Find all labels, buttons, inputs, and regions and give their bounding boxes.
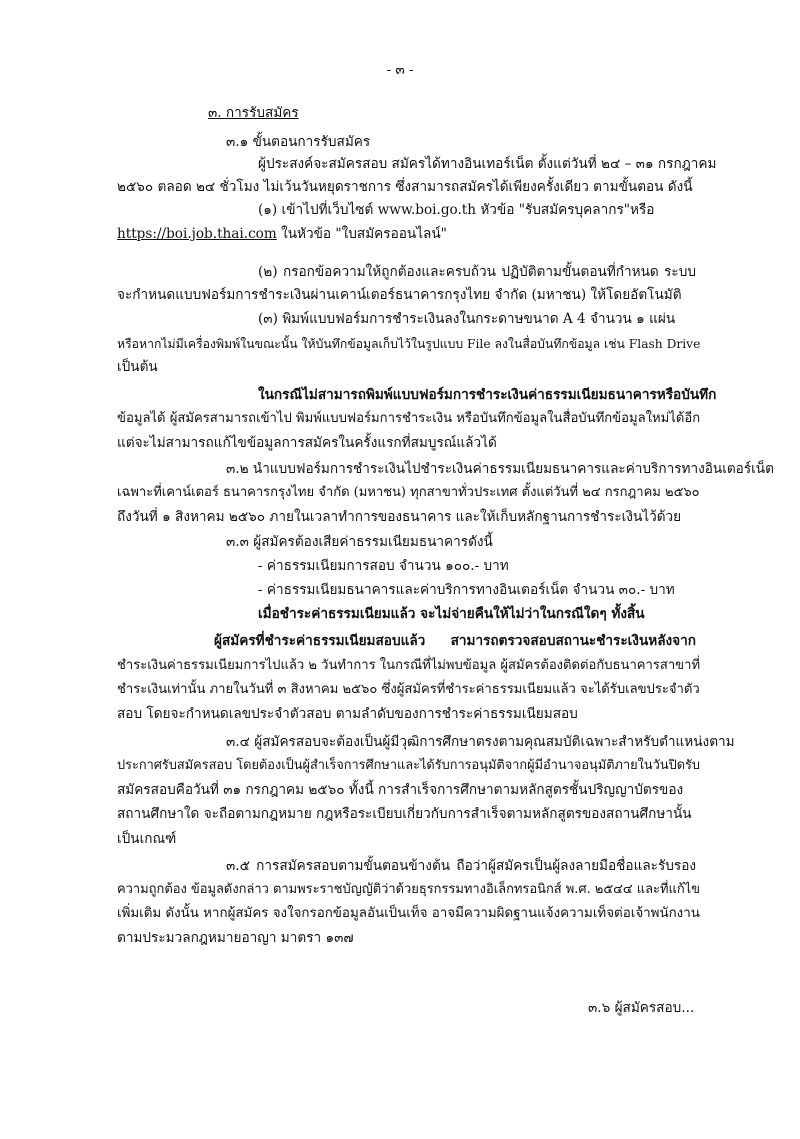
text-line: ๒๕๖๐ ตลอด ๒๔ ชั่วโมง ไม่เว้นวันหยุดราชการ ซึ่งสามารถสมัครได้เพียงครั้งเดียว ตามขั้นตอน ดังนี้ <box>117 179 693 195</box>
text-line: (๓) พิมพ์แบบฟอร์มการชำระเงินลงในกระดาษขนาด A 4 จำนวน ๑ แผ่น <box>258 311 676 327</box>
text-line <box>117 224 447 244</box>
text-line: - ค่าธรรมเนียมการสอบ จำนวน ๑๐๐.- บาท <box>258 558 509 574</box>
sub-heading-3-1: ๓.๑ ขั้นตอนการรับสมัคร <box>226 134 371 150</box>
text-line: ข้อมูลได้ ผู้สมัครสามารถเข้าไป พิมพ์แบบฟอร์มการชำระเงิน หรือบันทึกข้อมูลในสื่อบันทึกข้อมูลใหม่ได้อีก <box>117 411 701 426</box>
section-title: ๓. การรับสมัคร <box>208 105 299 121</box>
text-line: ๓.๔ ผู้สมัครสอบจะต้องเป็นผู้มีวุฒิการศึกษาตรงตามคุณสมบัติเฉพาะสำหรับตำแหน่งตาม <box>226 734 735 750</box>
text-line: (๒) กรอกข้อความให้ถูกต้องและครบถ้วน ปฏิบัติตามขั้นตอนที่กำหนด ระบบ <box>258 264 696 280</box>
text-line: ถึงวันที่ ๑ สิงหาคม ๒๕๖๐ ภายในเวลาทำการของธนาคาร และให้เก็บหลักฐานการชำระเงินไว้ด้วย <box>117 509 682 525</box>
text-line: ๓.๓ ผู้สมัครต้องเสียค่าธรรมเนียมธนาคารดังนี้ <box>226 534 493 550</box>
text-line: แต่จะไม่สามารถแก้ไขข้อมูลการสมัครในครั้งแรกที่สมบูรณ์แล้วได้ <box>117 435 497 451</box>
text-line: สถานศึกษาใด จะถือตามกฎหมาย กฎหรือระเบียบเกี่ยวกับการสำเร็จตามหลักสูตรของสถานศึกษานั้น <box>117 806 692 822</box>
text-line: จะกำหนดแบบฟอร์มการชำระเงินผ่านเคาน์เตอร์ธนาคารกรุงไทย จำกัด (มหาชน) ให้โดยอัตโนมัติ <box>117 287 682 303</box>
application-link[interactable]: https://boi.job.thai.com <box>117 226 277 242</box>
page-number: - ๓ - <box>386 62 414 78</box>
text-line: สมัครสอบคือวันที่ ๓๑ กรกฎาคม ๒๕๖๐ ทั้งนี้ การสำเร็จการศึกษาตามหลักสูตรชั้นปริญญาบัตรของ <box>117 782 684 798</box>
text-line: เป็นเกณฑ์ <box>117 831 177 847</box>
text-line: เมื่อชำระค่าธรรมเนียมแล้ว จะไม่จ่ายคืนให้ไม่ว่าในกรณีใดๆ ทั้งสิ้น <box>258 606 645 622</box>
text-line: ชำระเงินค่าธรรมเนียมการไปแล้ว ๒ วันทำการ ในกรณีที่ไม่พบข้อมูล ผู้สมัครต้องติดต่อกับธนาคารสาขาที่ <box>117 658 701 673</box>
text-line: ความถูกต้อง ข้อมูลดังกล่าว ตามพระราชบัญญัติว่าด้วยธุรกรรมทางอิเล็กทรอนิกส์ พ.ศ. ๒๕๔๔ และที่แก้ไข <box>117 882 700 897</box>
text-line: ๓.๕ การสมัครสอบตามขั้นตอนข้างต้น ถือว่าผู้สมัครเป็นผู้ลงลายมือชื่อและรับรอง <box>226 858 696 874</box>
text-line: เพิ่มเติม ดังนั้น หากผู้สมัคร จงใจกรอกข้อมูลอันเป็นเท็จ อาจมีความผิดฐานแจ้งความเท็จต่อเจ้าพนักงาน <box>117 906 700 921</box>
text-fragment: ในหัวข้อ "ใบสมัครออนไลน์" <box>281 226 447 242</box>
text-line: เป็นต้น <box>117 359 158 375</box>
text-line: ในกรณีไม่สามารถพิมพ์แบบฟอร์มการชำระเงินค่าธรรมเนียมธนาคารหรือบันทึก <box>258 387 717 403</box>
text-line: ประกาศรับสมัครสอบ โดยต้องเป็นผู้สำเร็จการศึกษาและได้รับการอนุมัติจากผู้มีอำนาจอนุมัติภายในวันปิดรับ <box>117 758 701 773</box>
text-line: ผู้ประสงค์จะสมัครสอบ สมัครได้ทางอินเทอร์เน็ต ตั้งแต่วันที่ ๒๔ – ๓๑ กรกฎาคม <box>258 156 717 172</box>
text-line: ผู้สมัครที่ชำระค่าธรรมเนียมสอบแล้ว สามารถตรวจสอบสถานะชำระเงินหลังจาก <box>214 633 696 649</box>
footer-continuation: ๓.๖ ผู้สมัครสอบ... <box>588 1000 695 1016</box>
text-line: เฉพาะที่เคาน์เตอร์ ธนาคารกรุงไทย จำกัด (มหาชน) ทุกสาขาทั่วประเทศ ตั้งแต่วันที่ ๒๔ กรกฎาคม ๒๕๖๐ <box>117 485 700 500</box>
text-line: (๑) เข้าไปที่เว็บไซต์ www.boi.go.th หัวข้อ "รับสมัครบุคลากร"หรือ <box>258 202 655 218</box>
text-line: - ค่าธรรมเนียมธนาคารและค่าบริการทางอินเตอร์เน็ต จำนวน ๓๐.- บาท <box>258 582 675 598</box>
text-line: สอบ โดยจะกำหนดเลขประจำตัวสอบ ตามลำดับของการชำระค่าธรรมเนียมสอบ <box>117 706 578 722</box>
text-line: ตามประมวลกฎหมายอาญา มาตรา ๑๓๗ <box>117 930 354 946</box>
text-line: หรือหากไม่มีเครื่องพิมพ์ในขณะนั้น ให้บันทึกข้อมูลเก็บไว้ในรูปแบบ File ลงในสื่อบันทึกข้อมูล เช่น Flash Drive <box>117 337 701 351</box>
text-line: ชำระเงินเท่านั้น ภายในวันที่ ๓ สิงหาคม ๒๕๖๐ ซึ่งผู้สมัครที่ชำระค่าธรรมเนียมแล้ว จะได้รับเลขประจำตัว <box>117 682 700 697</box>
text-line: ๓.๒ นำแบบฟอร์มการชำระเงินไปชำระเงินค่าธรรมเนียมธนาคารและค่าบริการทางอินเตอร์เน็ต <box>226 461 774 477</box>
